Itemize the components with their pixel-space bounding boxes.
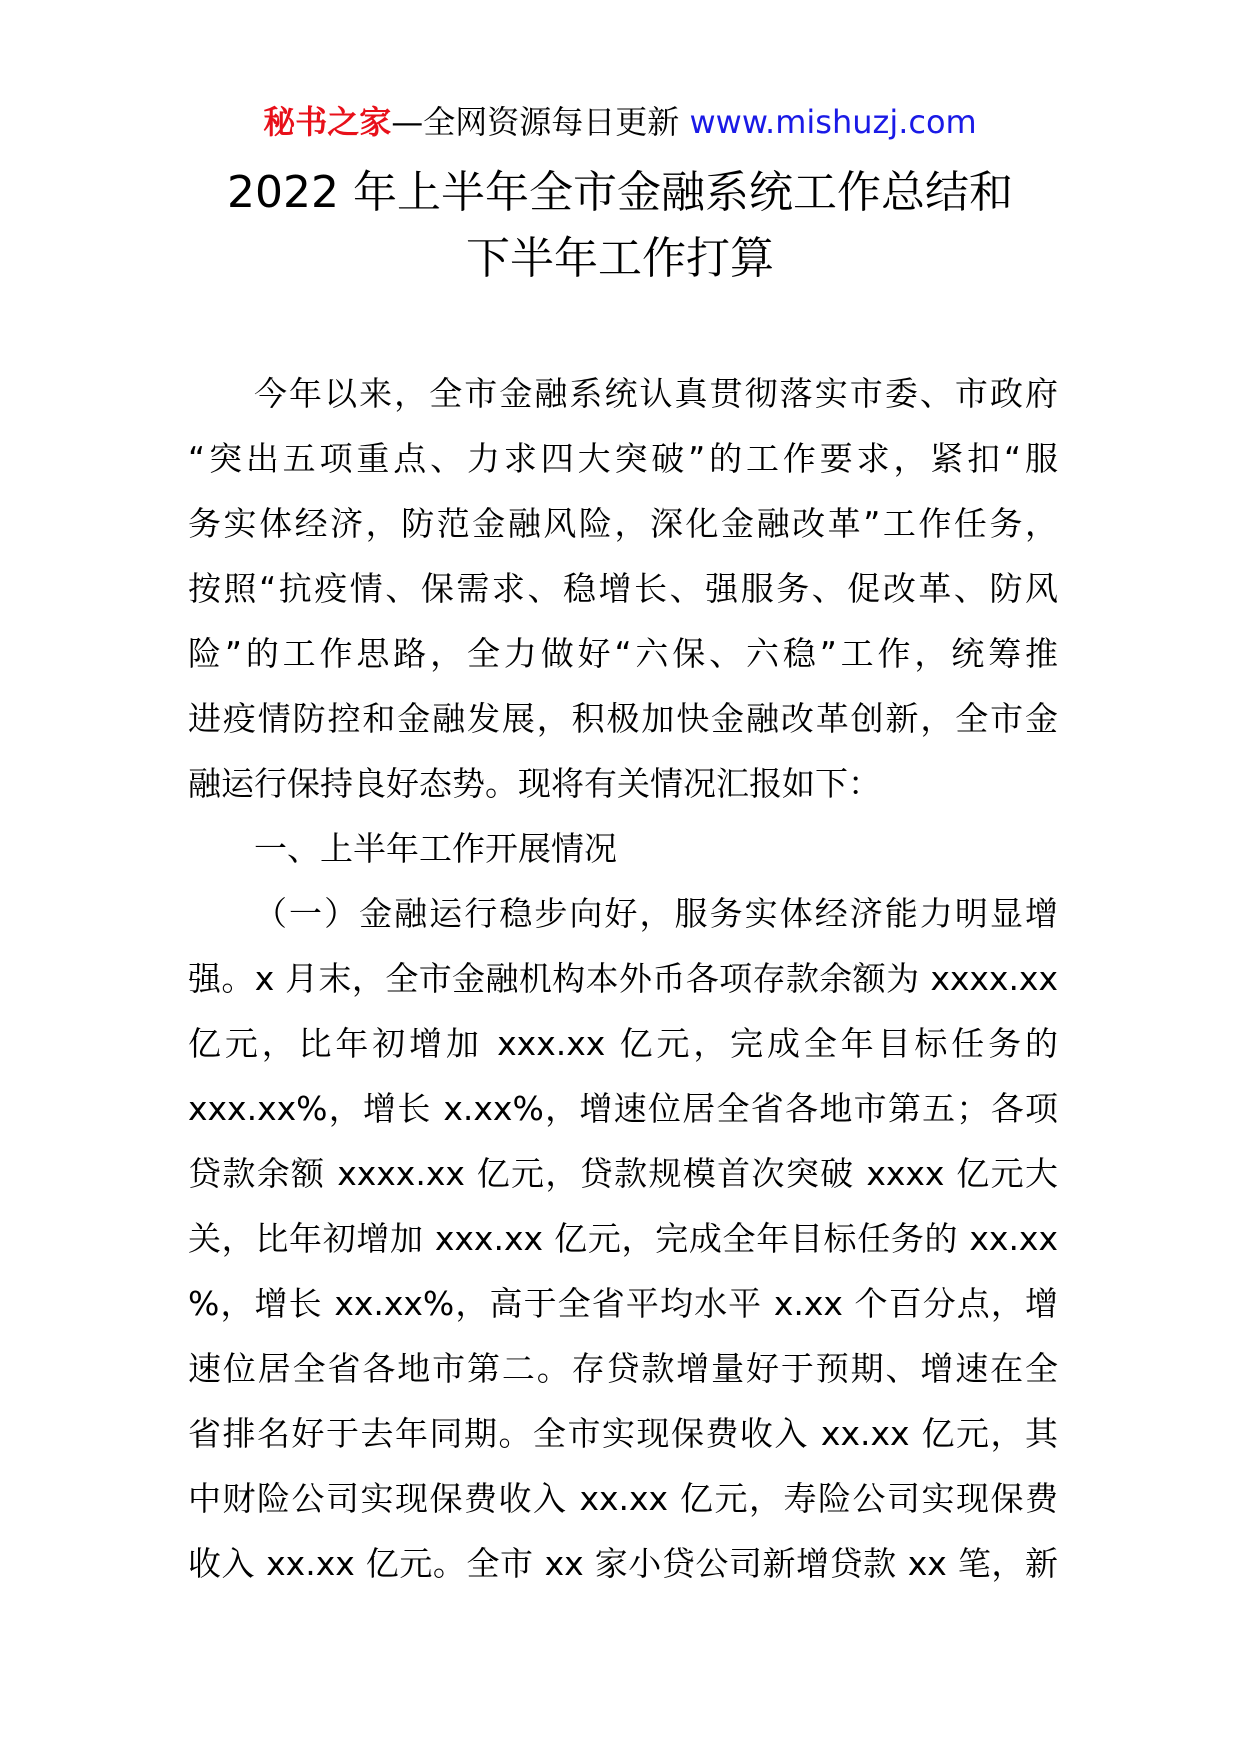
- paragraph-line: （一）金融运行稳步向好，服务实体经济能力明显增: [254, 894, 1058, 933]
- site-brand: 秘书之家: [263, 103, 392, 141]
- document-title-line-2: 下半年工作打算: [466, 233, 774, 284]
- paragraph-line: %，增长 xx.xx%，高于全省平均水平 x.xx 个百分点，增: [188, 1284, 1058, 1323]
- document-body: [188, 361, 1058, 1596]
- paragraph-line: 进疫情防控和金融发展，积极加快金融改革创新，全市金: [188, 699, 1058, 738]
- paragraph-line: 贷款余额 xxxx.xx 亿元，贷款规模首次突破 xxxx 亿元大: [188, 1154, 1058, 1193]
- paragraph-line: 速位居全省各地市第二。存贷款增量好于预期、增速在全: [188, 1349, 1058, 1388]
- paragraph-line: 亿元，比年初增加 xxx.xx 亿元，完成全年目标任务的: [188, 1024, 1058, 1063]
- paragraph-line: 关，比年初增加 xxx.xx 亿元，完成全年目标任务的 xx.xx: [188, 1219, 1058, 1258]
- paragraph-line: 险”的工作思路，全力做好“六保、六稳”工作，统筹推: [188, 634, 1058, 673]
- paragraph-line: 收入 xx.xx 亿元。全市 xx 家小贷公司新增贷款 xx 笔，新: [188, 1544, 1058, 1583]
- paragraph-line: 强。x 月末，全市金融机构本外币各项存款余额为 xxxx.xx: [188, 959, 1058, 998]
- paragraph-line: 按照“抗疫情、保需求、稳增长、强服务、促改革、防风: [188, 569, 1058, 608]
- paragraph-line: “突出五项重点、力求四大突破”的工作要求，紧扣“服: [188, 439, 1058, 478]
- paragraph-line: xxx.xx%，增长 x.xx%，增速位居全省各地市第五；各项: [188, 1089, 1058, 1128]
- site-url-link[interactable]: www.mishuzj.com: [689, 103, 977, 141]
- paragraph-line: 中财险公司实现保费收入 xx.xx 亿元，寿险公司实现保费: [188, 1479, 1058, 1518]
- section-heading: 一、上半年工作开展情况: [254, 829, 617, 868]
- site-tagline: —全网资源每日更新: [391, 103, 690, 141]
- site-header: [0, 100, 1240, 144]
- paragraph-line: 融运行保持良好态势。现将有关情况汇报如下：: [188, 764, 881, 803]
- paragraph-line: 务实体经济，防范金融风险，深化金融改革”工作任务，: [188, 504, 1058, 543]
- document-title-line-1: 2022 年上半年全市金融系统工作总结和: [227, 167, 1013, 218]
- paragraph-line: 省排名好于去年同期。全市实现保费收入 xx.xx 亿元，其: [188, 1414, 1058, 1453]
- paragraph-line: 今年以来，全市金融系统认真贯彻落实市委、市政府: [254, 374, 1058, 413]
